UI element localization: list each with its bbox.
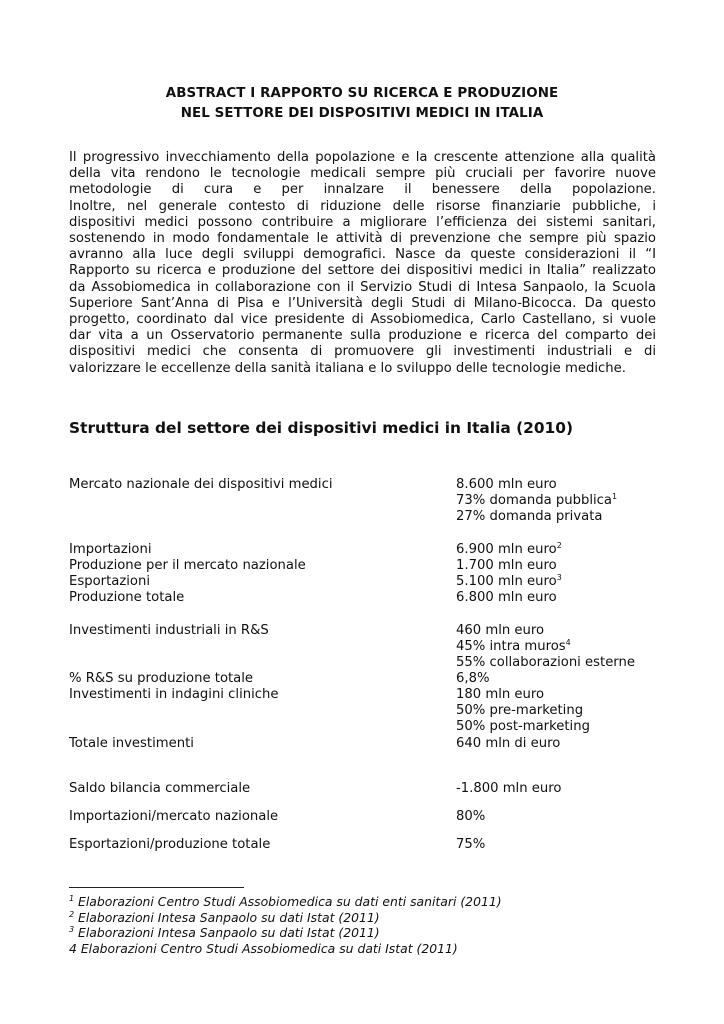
row-label: Investimenti in indagini cliniche — [69, 687, 279, 702]
row-value: -1.800 mln euro — [456, 781, 562, 796]
row-value — [456, 493, 617, 509]
table-row — [69, 639, 669, 655]
table-row — [69, 703, 669, 719]
row-label: Investimenti industriali in R&S — [69, 623, 269, 638]
footnote-ref: 3 — [556, 573, 562, 582]
row-label: Importazioni — [69, 542, 152, 557]
row-value — [456, 574, 562, 590]
table-row — [69, 558, 669, 574]
section-heading: Struttura del settore dei dispositivi medici in Italia (2010) — [69, 419, 574, 437]
footnote-text: 4 Elaborazioni Centro Studi Assobiomedica su dati Istat (2011) — [69, 940, 458, 956]
title-line-2: NEL SETTORE DEI DISPOSITIVI MEDICI IN ITALIA — [180, 106, 544, 121]
footnote-text: Elaborazioni Centro Studi Assobiomedica su dati enti sanitari (2011) — [74, 894, 502, 909]
footnote — [69, 941, 502, 957]
table-row — [69, 781, 669, 797]
row-value: 50% post-marketing — [456, 719, 590, 734]
value-text: 6.900 mln euro — [456, 542, 557, 557]
row-value: 8.600 mln euro — [456, 477, 557, 492]
footnote-ref: 4 — [565, 638, 571, 647]
abstract-line: dar vita a un Osservatorio permanente sulla produzione e ricerca del comparto dei — [69, 328, 656, 344]
footnotes — [69, 894, 502, 956]
footnote-text: Elaborazioni Intesa Sanpaolo su dati Istat (2011) — [74, 909, 380, 925]
footnote-marker: 3 — [69, 925, 75, 934]
footnote-marker: 2 — [69, 909, 75, 919]
row-value — [456, 542, 562, 558]
table-row — [69, 509, 669, 525]
row-value: 6,8% — [456, 671, 490, 686]
footnote-ref: 2 — [556, 541, 562, 550]
table-row — [69, 493, 669, 509]
row-label: Esportazioni/produzione totale — [69, 837, 271, 852]
abstract-line: avranno alla luce degli sviluppi demografici. Nasce da queste considerazioni il “I — [69, 247, 656, 263]
row-value — [456, 639, 571, 655]
footnote-separator — [69, 887, 244, 888]
row-value: 460 mln euro — [456, 623, 545, 638]
table-row — [69, 623, 669, 639]
table-row — [69, 542, 669, 558]
footnote — [69, 910, 502, 926]
footnote-ref: 1 — [612, 492, 618, 501]
row-label: Importazioni/mercato nazionale — [69, 809, 279, 824]
table-row — [69, 719, 669, 735]
abstract-line: della vita rendono le tecnologie medicali sempre più cruciali per favorire nuove — [69, 166, 656, 182]
row-value: 6.800 mln euro — [456, 590, 557, 605]
document-title — [0, 84, 724, 124]
value-text: 45% intra muros — [456, 639, 566, 654]
abstract-line: dispositivi medici che consenta di promuovere gli investimenti industriali e di — [69, 344, 656, 360]
row-label: Totale investimenti — [69, 736, 194, 751]
row-value: 640 mln di euro — [456, 736, 561, 751]
footnote — [69, 925, 502, 941]
row-label: Saldo bilancia commerciale — [69, 781, 251, 796]
abstract-line: Il progressivo invecchiamento della popolazione e la crescente attenzione alla qualità — [69, 150, 656, 165]
row-value: 80% — [456, 809, 486, 824]
row-label: Mercato nazionale dei dispositivi medici — [69, 477, 333, 492]
abstract-line: Superiore Sant’Anna di Pisa e l’Università degli Studi di Milano-Bicocca. Da questo — [69, 295, 656, 311]
title-line-1: ABSTRACT I RAPPORTO SU RICERCA E PRODUZIONE — [165, 86, 559, 101]
abstract-line: da Assobiomedica in collaborazione con il Servizio Studi di Intesa Sanpaolo, la Scuola — [69, 279, 656, 295]
table-row — [69, 574, 669, 590]
value-text: 5.100 mln euro — [456, 574, 557, 589]
abstract-line: valorizzare le eccellenze della sanità italiana e lo sviluppo delle tecnologie mediche. — [69, 360, 626, 376]
abstract-line: metodologie di cura e per innalzare il benessere della popolazione. — [69, 182, 656, 198]
row-label: Produzione per il mercato nazionale — [69, 558, 306, 573]
row-label: % R&S su produzione totale — [69, 671, 254, 686]
row-value: 180 mln euro — [456, 687, 545, 702]
abstract-line: sostenendo in modo fondamentale le attività di prevenzione che sempre più spazio — [69, 231, 656, 247]
row-value: 1.700 mln euro — [456, 558, 557, 573]
row-value: 27% domanda privata — [456, 509, 603, 524]
table-row — [69, 590, 669, 606]
table-row — [69, 671, 669, 687]
table-row — [69, 809, 669, 825]
footnote — [69, 894, 502, 910]
table-row — [69, 655, 669, 671]
table-row — [69, 736, 669, 752]
abstract-line: Rapporto su ricerca e produzione del settore dei dispositivi medici in Italia” realizzato — [69, 263, 656, 279]
table-row — [69, 477, 669, 493]
abstract-line: Inoltre, nel generale contesto di riduzione delle risorse finanziarie pubbliche, i — [69, 198, 656, 214]
footnote-marker: 1 — [69, 894, 75, 903]
footnote-text: Elaborazioni Intesa Sanpaolo su dati Istat (2011) — [74, 925, 380, 940]
row-label: Esportazioni — [69, 574, 150, 589]
row-value: 75% — [456, 837, 486, 852]
value-text: 73% domanda pubblica — [456, 493, 613, 508]
row-value: 50% pre-marketing — [456, 703, 584, 718]
abstract-line: progetto, coordinato dal vice presidente di Assobiomedica, Carlo Castellano, si vuole — [69, 312, 656, 328]
table-row — [69, 837, 669, 853]
table-row — [69, 687, 669, 703]
abstract-line: dispositivi medici possono contribuire a migliorare l’efficienza dei sistemi sanitari, — [69, 214, 656, 230]
row-label: Produzione totale — [69, 590, 185, 605]
row-value: 55% collaborazioni esterne — [456, 655, 635, 670]
abstract-paragraph — [69, 150, 656, 377]
